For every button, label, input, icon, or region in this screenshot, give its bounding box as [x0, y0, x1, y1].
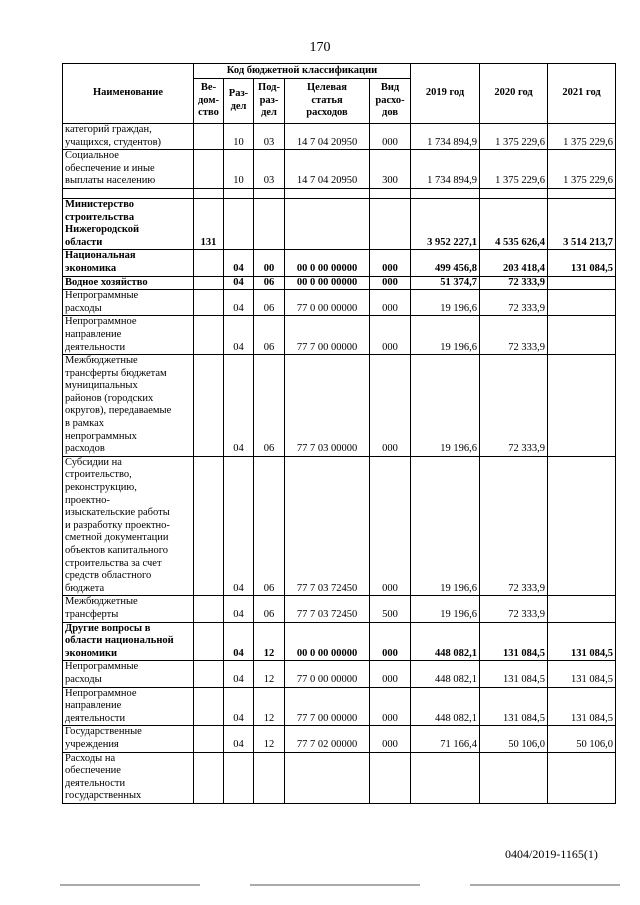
- cell-name: Государственные учреждения: [63, 726, 194, 752]
- cell-name: Министерство строительства Нижегородской области: [63, 198, 194, 249]
- table-row: [63, 726, 616, 752]
- table-row: [63, 290, 616, 316]
- cell-podrazdel: 06: [254, 456, 285, 596]
- table-row: [63, 752, 616, 803]
- cell-razdel: 04: [224, 276, 254, 290]
- cell-razdel: 04: [224, 622, 254, 661]
- cell-2021: 1 375 229,6: [548, 150, 616, 189]
- table-row: [63, 456, 616, 596]
- cell-expense-type: 000: [370, 355, 411, 457]
- cell-podrazdel: [254, 198, 285, 249]
- header-2019: 2019 год: [411, 64, 480, 124]
- cell-podrazdel: 12: [254, 622, 285, 661]
- cell-target-article: 77 0 00 00000: [285, 290, 370, 316]
- cell-vedomstvo: [194, 250, 224, 276]
- header-expense-type: Вид расхо- дов: [370, 79, 411, 124]
- cell-2020: 72 333,9: [480, 290, 548, 316]
- cell-2019: 448 082,1: [411, 622, 480, 661]
- cell-vedomstvo: [194, 752, 224, 803]
- cell-expense-type: 000: [370, 622, 411, 661]
- cell-name: Расходы на обеспечение деятельности государственных: [63, 752, 194, 803]
- cell-name: Непрограммное направление деятельности: [63, 316, 194, 355]
- cell-razdel: 04: [224, 316, 254, 355]
- cell-expense-type: 000: [370, 250, 411, 276]
- cell-2020: 203 418,4: [480, 250, 548, 276]
- cell-razdel: 10: [224, 150, 254, 189]
- cell-name: Непрограммные расходы: [63, 290, 194, 316]
- cell-podrazdel: 06: [254, 316, 285, 355]
- cell-razdel: 04: [224, 355, 254, 457]
- cell-razdel: 04: [224, 687, 254, 726]
- table-row: [63, 150, 616, 189]
- cell-2021: 131 084,5: [548, 687, 616, 726]
- cell-2020: 72 333,9: [480, 596, 548, 622]
- header-2021: 2021 год: [548, 64, 616, 124]
- cell-2019: 1 734 894,9: [411, 150, 480, 189]
- cell-vedomstvo: [194, 290, 224, 316]
- cell-razdel: 04: [224, 456, 254, 596]
- cell-2021: [548, 596, 616, 622]
- cell-2020: 72 333,9: [480, 276, 548, 290]
- cell-name: Национальная экономика: [63, 250, 194, 276]
- cell-expense-type: [370, 752, 411, 803]
- cell-2020: 131 084,5: [480, 622, 548, 661]
- cell-2021: [548, 276, 616, 290]
- header-podrazdel: Под- раз- дел: [254, 79, 285, 124]
- cell-2020: 50 106,0: [480, 726, 548, 752]
- table-row: [63, 622, 616, 661]
- cell-razdel: 04: [224, 661, 254, 687]
- cell-podrazdel: 12: [254, 687, 285, 726]
- cell-target-article: 14 7 04 20950: [285, 150, 370, 189]
- cell-2019: 71 166,4: [411, 726, 480, 752]
- cell-2021: 1 375 229,6: [548, 124, 616, 150]
- cell-vedomstvo: 131: [194, 198, 224, 249]
- cell-vedomstvo: [194, 726, 224, 752]
- spacer-cell: [224, 188, 254, 198]
- cell-podrazdel: 06: [254, 276, 285, 290]
- spacer-cell: [285, 188, 370, 198]
- cell-2020: 72 333,9: [480, 316, 548, 355]
- cell-vedomstvo: [194, 355, 224, 457]
- cell-name: Межбюджетные трансферты бюджетам муниципальных районов (городских округов), передаваемые в рамках непрограммных расходов: [63, 355, 194, 457]
- cell-expense-type: [370, 198, 411, 249]
- cell-expense-type: 500: [370, 596, 411, 622]
- table-spacer-row: [63, 188, 616, 198]
- cell-target-article: 77 7 02 00000: [285, 726, 370, 752]
- cell-2020: [480, 752, 548, 803]
- cell-razdel: 04: [224, 596, 254, 622]
- cell-vedomstvo: [194, 150, 224, 189]
- cell-2020: 1 375 229,6: [480, 124, 548, 150]
- cell-2019: 3 952 227,1: [411, 198, 480, 249]
- cell-name: Субсидии на строительство, реконструкцию, проектно- изыскательские работы и разработку проектно- сметной документации объектов капитального строительства за счет средств областного бюджета: [63, 456, 194, 596]
- cell-2021: 3 514 213,7: [548, 198, 616, 249]
- cell-vedomstvo: [194, 456, 224, 596]
- cell-2019: 1 734 894,9: [411, 124, 480, 150]
- cell-razdel: [224, 752, 254, 803]
- cell-2020: 72 333,9: [480, 355, 548, 457]
- cell-2020: 131 084,5: [480, 687, 548, 726]
- cell-podrazdel: 03: [254, 124, 285, 150]
- table-row: [63, 276, 616, 290]
- cell-2021: [548, 316, 616, 355]
- cell-target-article: 77 7 03 00000: [285, 355, 370, 457]
- header-2020: 2020 год: [480, 64, 548, 124]
- document-code: 0404/2019-1165(1): [505, 847, 598, 861]
- cell-expense-type: 000: [370, 276, 411, 290]
- cell-2020: 131 084,5: [480, 661, 548, 687]
- header-target-article: Целевая статья расходов: [285, 79, 370, 124]
- cell-razdel: 04: [224, 250, 254, 276]
- cell-target-article: 00 0 00 00000: [285, 250, 370, 276]
- cell-expense-type: 300: [370, 150, 411, 189]
- cell-2019: 19 196,6: [411, 290, 480, 316]
- cell-expense-type: 000: [370, 290, 411, 316]
- cell-2019: 51 374,7: [411, 276, 480, 290]
- cell-2021: [548, 752, 616, 803]
- spacer-cell: [411, 188, 480, 198]
- cell-expense-type: 000: [370, 661, 411, 687]
- cell-expense-type: 000: [370, 687, 411, 726]
- scan-artifact-lines: [60, 880, 620, 890]
- cell-target-article: 77 7 03 72450: [285, 456, 370, 596]
- cell-2020: 72 333,9: [480, 456, 548, 596]
- cell-2021: [548, 355, 616, 457]
- spacer-cell: [370, 188, 411, 198]
- cell-name: категорий граждан, учащихся, студентов): [63, 124, 194, 150]
- cell-2019: 19 196,6: [411, 316, 480, 355]
- header-name: Наименование: [63, 64, 194, 124]
- cell-expense-type: 000: [370, 726, 411, 752]
- cell-2019: 19 196,6: [411, 355, 480, 457]
- table-row: [63, 661, 616, 687]
- cell-podrazdel: 03: [254, 150, 285, 189]
- cell-name: Межбюджетные трансферты: [63, 596, 194, 622]
- table-row: [63, 124, 616, 150]
- header-vedomstvo: Ве- дом- ство: [194, 79, 224, 124]
- cell-podrazdel: 00: [254, 250, 285, 276]
- table-row: [63, 355, 616, 457]
- cell-target-article: 00 0 00 00000: [285, 276, 370, 290]
- cell-2020: 4 535 626,4: [480, 198, 548, 249]
- page-number: 170: [309, 40, 331, 55]
- cell-podrazdel: 12: [254, 661, 285, 687]
- header-budget-code-group: Код бюджетной классификации: [194, 64, 411, 79]
- table-body: [63, 124, 616, 804]
- cell-podrazdel: 06: [254, 596, 285, 622]
- cell-2019: 499 456,8: [411, 250, 480, 276]
- budget-table: [62, 63, 616, 804]
- cell-name: Другие вопросы в области национальной экономики: [63, 622, 194, 661]
- cell-2021: [548, 456, 616, 596]
- spacer-cell: [63, 188, 194, 198]
- table-row: [63, 316, 616, 355]
- cell-vedomstvo: [194, 316, 224, 355]
- cell-podrazdel: 12: [254, 726, 285, 752]
- table-row: [63, 250, 616, 276]
- cell-vedomstvo: [194, 596, 224, 622]
- cell-razdel: 04: [224, 290, 254, 316]
- cell-vedomstvo: [194, 276, 224, 290]
- cell-target-article: [285, 198, 370, 249]
- cell-expense-type: 000: [370, 124, 411, 150]
- header-razdel: Раз- дел: [224, 79, 254, 124]
- cell-target-article: 77 7 03 72450: [285, 596, 370, 622]
- cell-2019: 19 196,6: [411, 456, 480, 596]
- spacer-cell: [254, 188, 285, 198]
- cell-name: Непрограммные расходы: [63, 661, 194, 687]
- cell-podrazdel: 06: [254, 355, 285, 457]
- cell-razdel: 04: [224, 726, 254, 752]
- cell-vedomstvo: [194, 661, 224, 687]
- cell-vedomstvo: [194, 687, 224, 726]
- cell-expense-type: 000: [370, 316, 411, 355]
- cell-vedomstvo: [194, 622, 224, 661]
- cell-name: Социальное обеспечение и иные выплаты населению: [63, 150, 194, 189]
- cell-2019: 19 196,6: [411, 596, 480, 622]
- cell-2019: 448 082,1: [411, 687, 480, 726]
- cell-2021: [548, 290, 616, 316]
- cell-name: Водное хозяйство: [63, 276, 194, 290]
- cell-target-article: 14 7 04 20950: [285, 124, 370, 150]
- cell-2021: 131 084,5: [548, 661, 616, 687]
- cell-podrazdel: 06: [254, 290, 285, 316]
- cell-vedomstvo: [194, 124, 224, 150]
- cell-2021: 131 084,5: [548, 622, 616, 661]
- cell-2019: [411, 752, 480, 803]
- cell-target-article: [285, 752, 370, 803]
- spacer-cell: [480, 188, 548, 198]
- cell-2021: 50 106,0: [548, 726, 616, 752]
- cell-podrazdel: [254, 752, 285, 803]
- table-row: [63, 687, 616, 726]
- cell-name: Непрограммное направление деятельности: [63, 687, 194, 726]
- cell-target-article: 77 7 00 00000: [285, 316, 370, 355]
- cell-razdel: 10: [224, 124, 254, 150]
- cell-razdel: [224, 198, 254, 249]
- cell-expense-type: 000: [370, 456, 411, 596]
- cell-target-article: 77 0 00 00000: [285, 661, 370, 687]
- spacer-cell: [548, 188, 616, 198]
- table-row: [63, 198, 616, 249]
- cell-2020: 1 375 229,6: [480, 150, 548, 189]
- cell-2019: 448 082,1: [411, 661, 480, 687]
- cell-target-article: 00 0 00 00000: [285, 622, 370, 661]
- cell-2021: 131 084,5: [548, 250, 616, 276]
- table-row: [63, 596, 616, 622]
- cell-target-article: 77 7 00 00000: [285, 687, 370, 726]
- spacer-cell: [194, 188, 224, 198]
